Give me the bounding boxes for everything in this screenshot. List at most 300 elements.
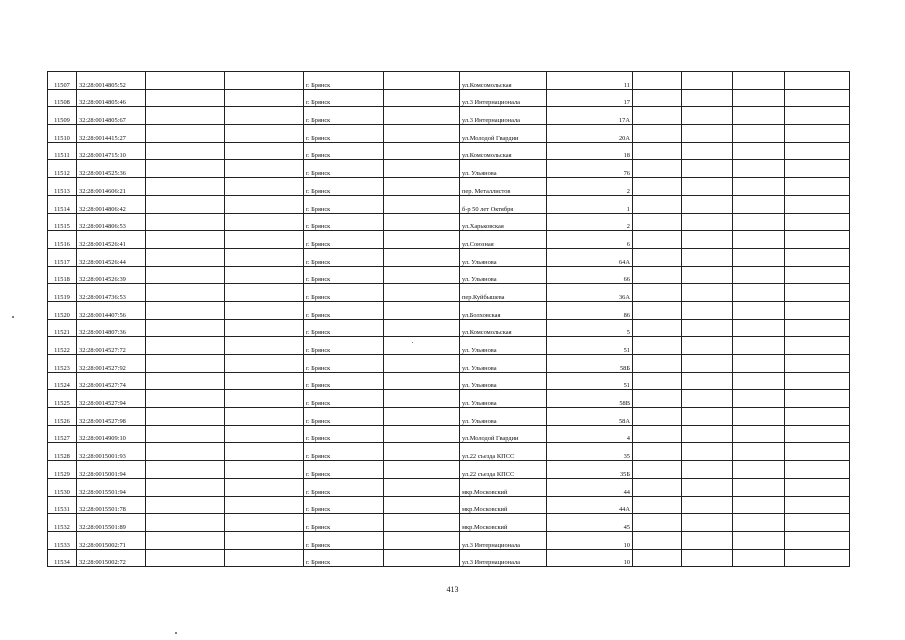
empty-cell: [682, 319, 733, 337]
empty-cell: [146, 372, 225, 390]
empty-cell: [146, 195, 225, 213]
table-row: [48, 337, 850, 355]
city-cell: г. Брянск: [304, 142, 384, 160]
empty-cell: [733, 355, 785, 373]
cadastral-number-cell: 32:28:0014526:41: [77, 231, 146, 249]
empty-cell: [785, 72, 850, 90]
empty-cell: [682, 142, 733, 160]
house-number-cell: 76: [547, 160, 633, 178]
empty-cell: [225, 461, 304, 479]
city-cell: г. Брянск: [304, 231, 384, 249]
street-cell: ул.Молодой Гвардии: [460, 125, 547, 143]
empty-cell: [225, 107, 304, 125]
city-cell: г. Брянск: [304, 319, 384, 337]
street-cell: ул. Ульянова: [460, 160, 547, 178]
empty-cell: [785, 178, 850, 196]
street-cell: ул.22 съезда КПСС: [460, 443, 547, 461]
empty-cell: [146, 160, 225, 178]
row-number-cell: 11534: [48, 549, 77, 567]
city-cell: г. Брянск: [304, 248, 384, 266]
empty-cell: [384, 231, 460, 249]
empty-cell: [384, 248, 460, 266]
empty-cell: [384, 72, 460, 90]
house-number-cell: 35Б: [547, 461, 633, 479]
empty-cell: [384, 514, 460, 532]
empty-cell: [146, 408, 225, 426]
empty-cell: [384, 284, 460, 302]
empty-cell: [384, 478, 460, 496]
empty-cell: [785, 372, 850, 390]
street-cell: пер.Куйбышева: [460, 284, 547, 302]
empty-cell: [146, 514, 225, 532]
empty-cell: [384, 319, 460, 337]
empty-cell: [733, 372, 785, 390]
table-row: [48, 531, 850, 549]
city-cell: г. Брянск: [304, 213, 384, 231]
cadastral-number-cell: 32:28:0014526:44: [77, 248, 146, 266]
row-number-cell: 11517: [48, 248, 77, 266]
row-number-cell: 11510: [48, 125, 77, 143]
empty-cell: [225, 248, 304, 266]
street-cell: ул. Ульянова: [460, 355, 547, 373]
empty-cell: [785, 443, 850, 461]
empty-cell: [682, 355, 733, 373]
cadastral-number-cell: 32:28:0014909:10: [77, 425, 146, 443]
empty-cell: [733, 478, 785, 496]
house-number-cell: 51: [547, 372, 633, 390]
table-row: [48, 89, 850, 107]
empty-cell: [384, 425, 460, 443]
empty-cell: [384, 355, 460, 373]
register-rows: [48, 72, 850, 567]
table-row: [48, 425, 850, 443]
empty-cell: [146, 284, 225, 302]
cadastral-number-cell: 32:28:0014526:39: [77, 266, 146, 284]
empty-cell: [225, 89, 304, 107]
table-row: [48, 142, 850, 160]
city-cell: г. Брянск: [304, 549, 384, 567]
street-cell: ул.Комсомольская: [460, 72, 547, 90]
empty-cell: [785, 213, 850, 231]
table-row: [48, 125, 850, 143]
table-row: [48, 231, 850, 249]
empty-cell: [682, 425, 733, 443]
street-cell: ул.3 Интернационала: [460, 107, 547, 125]
street-cell: ул. Ульянова: [460, 248, 547, 266]
empty-cell: [146, 213, 225, 231]
empty-cell: [225, 549, 304, 567]
row-number-cell: 11511: [48, 142, 77, 160]
empty-cell: [633, 178, 682, 196]
empty-cell: [682, 89, 733, 107]
empty-cell: [146, 355, 225, 373]
empty-cell: [733, 125, 785, 143]
table-row: [48, 496, 850, 514]
cadastral-number-cell: 32:28:0014606:21: [77, 178, 146, 196]
empty-cell: [146, 178, 225, 196]
empty-cell: [785, 337, 850, 355]
city-cell: г. Брянск: [304, 266, 384, 284]
empty-cell: [733, 284, 785, 302]
empty-cell: [682, 125, 733, 143]
house-number-cell: 44: [547, 478, 633, 496]
empty-cell: [785, 425, 850, 443]
empty-cell: [633, 195, 682, 213]
empty-cell: [146, 89, 225, 107]
table-row: [48, 390, 850, 408]
empty-cell: [785, 514, 850, 532]
empty-cell: [146, 125, 225, 143]
cadastral-number-cell: 32:28:0014806:53: [77, 213, 146, 231]
empty-cell: [682, 443, 733, 461]
empty-cell: [384, 443, 460, 461]
street-cell: ул.Молодой Гвардии: [460, 425, 547, 443]
street-cell: ул. Ульянова: [460, 372, 547, 390]
empty-cell: [682, 514, 733, 532]
empty-cell: [633, 160, 682, 178]
table-row: [48, 213, 850, 231]
house-number-cell: 86: [547, 301, 633, 319]
empty-cell: [733, 496, 785, 514]
city-cell: г. Брянск: [304, 178, 384, 196]
house-number-cell: 11: [547, 72, 633, 90]
empty-cell: [225, 514, 304, 532]
empty-cell: [682, 496, 733, 514]
empty-cell: [682, 478, 733, 496]
empty-cell: [633, 125, 682, 143]
empty-cell: [384, 372, 460, 390]
house-number-cell: 36А: [547, 284, 633, 302]
empty-cell: [225, 213, 304, 231]
row-number-cell: 11531: [48, 496, 77, 514]
empty-cell: [733, 319, 785, 337]
empty-cell: [146, 390, 225, 408]
empty-cell: [633, 478, 682, 496]
empty-cell: [225, 408, 304, 426]
empty-cell: [733, 195, 785, 213]
empty-cell: [384, 496, 460, 514]
row-number-cell: 11533: [48, 531, 77, 549]
city-cell: г. Брянск: [304, 514, 384, 532]
table-row: [48, 107, 850, 125]
row-number-cell: 11512: [48, 160, 77, 178]
row-number-cell: 11521: [48, 319, 77, 337]
row-number-cell: 11526: [48, 408, 77, 426]
cadastral-number-cell: 32:28:0014527:74: [77, 372, 146, 390]
cadastral-number-cell: 32:28:0014527:72: [77, 337, 146, 355]
empty-cell: [785, 301, 850, 319]
row-number-cell: 11515: [48, 213, 77, 231]
street-cell: мкр.Московский: [460, 496, 547, 514]
empty-cell: [384, 390, 460, 408]
empty-cell: [384, 142, 460, 160]
empty-cell: [733, 301, 785, 319]
empty-cell: [146, 443, 225, 461]
cadastral-number-cell: 32:28:0015001:94: [77, 461, 146, 479]
house-number-cell: 5: [547, 319, 633, 337]
empty-cell: [146, 248, 225, 266]
empty-cell: [633, 443, 682, 461]
empty-cell: [146, 107, 225, 125]
street-cell: мкр.Московский: [460, 514, 547, 532]
empty-cell: [633, 549, 682, 567]
cadastral-number-cell: 32:28:0015501:94: [77, 478, 146, 496]
empty-cell: [633, 496, 682, 514]
row-number-cell: 11532: [48, 514, 77, 532]
street-cell: б-р 50 лет Октября: [460, 195, 547, 213]
city-cell: г. Брянск: [304, 195, 384, 213]
city-cell: г. Брянск: [304, 72, 384, 90]
street-cell: ул.Болховская: [460, 301, 547, 319]
empty-cell: [733, 89, 785, 107]
house-number-cell: 1: [547, 195, 633, 213]
empty-cell: [682, 107, 733, 125]
table-row: [48, 443, 850, 461]
house-number-cell: 58А: [547, 408, 633, 426]
cadastral-number-cell: 32:28:0014805:46: [77, 89, 146, 107]
city-cell: г. Брянск: [304, 443, 384, 461]
house-number-cell: 4: [547, 425, 633, 443]
house-number-cell: 6: [547, 231, 633, 249]
table-row: [48, 284, 850, 302]
scan-speck: [412, 342, 413, 343]
street-cell: ул. Ульянова: [460, 266, 547, 284]
empty-cell: [682, 72, 733, 90]
row-number-cell: 11508: [48, 89, 77, 107]
house-number-cell: 20А: [547, 125, 633, 143]
empty-cell: [384, 178, 460, 196]
empty-cell: [733, 178, 785, 196]
scan-speck: [175, 632, 177, 634]
empty-cell: [633, 390, 682, 408]
empty-cell: [733, 231, 785, 249]
empty-cell: [225, 372, 304, 390]
street-cell: ул.3 Интернационала: [460, 89, 547, 107]
empty-cell: [785, 549, 850, 567]
city-cell: г. Брянск: [304, 337, 384, 355]
house-number-cell: 17: [547, 89, 633, 107]
cadastral-number-cell: 32:28:0014525:36: [77, 160, 146, 178]
empty-cell: [633, 355, 682, 373]
city-cell: г. Брянск: [304, 372, 384, 390]
city-cell: г. Брянск: [304, 301, 384, 319]
house-number-cell: 66: [547, 266, 633, 284]
empty-cell: [633, 461, 682, 479]
empty-cell: [384, 301, 460, 319]
empty-cell: [733, 72, 785, 90]
table-row: [48, 514, 850, 532]
empty-cell: [384, 549, 460, 567]
empty-cell: [733, 408, 785, 426]
city-cell: г. Брянск: [304, 531, 384, 549]
empty-cell: [682, 248, 733, 266]
city-cell: г. Брянск: [304, 461, 384, 479]
table-row: [48, 478, 850, 496]
table-row: [48, 301, 850, 319]
row-number-cell: 11523: [48, 355, 77, 373]
empty-cell: [633, 337, 682, 355]
empty-cell: [384, 89, 460, 107]
empty-cell: [225, 284, 304, 302]
empty-cell: [733, 443, 785, 461]
empty-cell: [384, 461, 460, 479]
house-number-cell: 44А: [547, 496, 633, 514]
row-number-cell: 11507: [48, 72, 77, 90]
empty-cell: [785, 107, 850, 125]
city-cell: г. Брянск: [304, 89, 384, 107]
cadastral-number-cell: 32:28:0015501:78: [77, 496, 146, 514]
empty-cell: [682, 408, 733, 426]
city-cell: г. Брянск: [304, 478, 384, 496]
empty-cell: [146, 231, 225, 249]
street-cell: ул. Ульянова: [460, 408, 547, 426]
city-cell: г. Брянск: [304, 355, 384, 373]
empty-cell: [384, 337, 460, 355]
empty-cell: [146, 496, 225, 514]
house-number-cell: 45: [547, 514, 633, 532]
table-row: [48, 319, 850, 337]
empty-cell: [225, 178, 304, 196]
house-number-cell: 10: [547, 531, 633, 549]
row-number-cell: 11520: [48, 301, 77, 319]
table-row: [48, 195, 850, 213]
row-number-cell: 11514: [48, 195, 77, 213]
empty-cell: [785, 248, 850, 266]
empty-cell: [682, 531, 733, 549]
empty-cell: [633, 514, 682, 532]
row-number-cell: 11528: [48, 443, 77, 461]
empty-cell: [785, 266, 850, 284]
house-number-cell: 17А: [547, 107, 633, 125]
street-cell: ул.Союзная: [460, 231, 547, 249]
empty-cell: [225, 142, 304, 160]
empty-cell: [384, 213, 460, 231]
cadastral-number-cell: 32:28:0014715:10: [77, 142, 146, 160]
empty-cell: [733, 461, 785, 479]
empty-cell: [682, 195, 733, 213]
empty-cell: [785, 531, 850, 549]
empty-cell: [733, 248, 785, 266]
table-row: [48, 266, 850, 284]
house-number-cell: 58В: [547, 390, 633, 408]
empty-cell: [633, 425, 682, 443]
empty-cell: [633, 319, 682, 337]
empty-cell: [384, 266, 460, 284]
empty-cell: [225, 195, 304, 213]
empty-cell: [146, 72, 225, 90]
street-cell: ул. Ульянова: [460, 337, 547, 355]
cadastral-number-cell: 32:28:0015002:71: [77, 531, 146, 549]
empty-cell: [785, 125, 850, 143]
cadastral-number-cell: 32:28:0015002:72: [77, 549, 146, 567]
street-cell: ул. Ульянова: [460, 390, 547, 408]
row-number-cell: 11522: [48, 337, 77, 355]
cadastral-number-cell: 32:28:0014805:67: [77, 107, 146, 125]
table-row: [48, 355, 850, 373]
empty-cell: [785, 461, 850, 479]
table-row: [48, 549, 850, 567]
empty-cell: [146, 549, 225, 567]
empty-cell: [633, 531, 682, 549]
empty-cell: [682, 390, 733, 408]
table-row: [48, 248, 850, 266]
cadastral-number-cell: 32:28:0014527:92: [77, 355, 146, 373]
empty-cell: [225, 231, 304, 249]
empty-cell: [682, 301, 733, 319]
empty-cell: [682, 461, 733, 479]
empty-cell: [733, 390, 785, 408]
street-cell: пер. Металлистов: [460, 178, 547, 196]
empty-cell: [682, 266, 733, 284]
city-cell: г. Брянск: [304, 496, 384, 514]
empty-cell: [733, 549, 785, 567]
empty-cell: [733, 213, 785, 231]
empty-cell: [146, 319, 225, 337]
empty-cell: [785, 160, 850, 178]
empty-cell: [384, 107, 460, 125]
empty-cell: [682, 178, 733, 196]
empty-cell: [733, 107, 785, 125]
row-number-cell: 11519: [48, 284, 77, 302]
empty-cell: [785, 355, 850, 373]
empty-cell: [733, 142, 785, 160]
city-cell: г. Брянск: [304, 408, 384, 426]
house-number-cell: 58Б: [547, 355, 633, 373]
empty-cell: [682, 231, 733, 249]
city-cell: г. Брянск: [304, 107, 384, 125]
house-number-cell: 2: [547, 178, 633, 196]
row-number-cell: 11516: [48, 231, 77, 249]
row-number-cell: 11527: [48, 425, 77, 443]
empty-cell: [225, 531, 304, 549]
cadastral-number-cell: 32:28:0014805:52: [77, 72, 146, 90]
page-number: 413: [446, 585, 459, 594]
empty-cell: [785, 319, 850, 337]
empty-cell: [225, 425, 304, 443]
empty-cell: [225, 355, 304, 373]
cadastral-number-cell: 32:28:0014807:36: [77, 319, 146, 337]
empty-cell: [633, 107, 682, 125]
street-cell: ул.Комсомольская: [460, 142, 547, 160]
empty-cell: [785, 142, 850, 160]
house-number-cell: 10: [547, 549, 633, 567]
empty-cell: [785, 231, 850, 249]
street-cell: мкр.Московский: [460, 478, 547, 496]
house-number-cell: 18: [547, 142, 633, 160]
empty-cell: [384, 195, 460, 213]
empty-cell: [785, 390, 850, 408]
cadastral-number-cell: 32:28:0015501:89: [77, 514, 146, 532]
empty-cell: [146, 301, 225, 319]
empty-cell: [225, 319, 304, 337]
cadastral-number-cell: 32:28:0014806:42: [77, 195, 146, 213]
scan-speck: [12, 316, 14, 318]
table-row: [48, 461, 850, 479]
empty-cell: [785, 89, 850, 107]
empty-cell: [225, 266, 304, 284]
street-cell: ул.22 съезда КПСС: [460, 461, 547, 479]
empty-cell: [785, 496, 850, 514]
empty-cell: [225, 160, 304, 178]
table-row: [48, 160, 850, 178]
row-number-cell: 11530: [48, 478, 77, 496]
empty-cell: [225, 496, 304, 514]
empty-cell: [225, 72, 304, 90]
empty-cell: [733, 266, 785, 284]
table-row: [48, 408, 850, 426]
empty-cell: [633, 89, 682, 107]
empty-cell: [633, 301, 682, 319]
